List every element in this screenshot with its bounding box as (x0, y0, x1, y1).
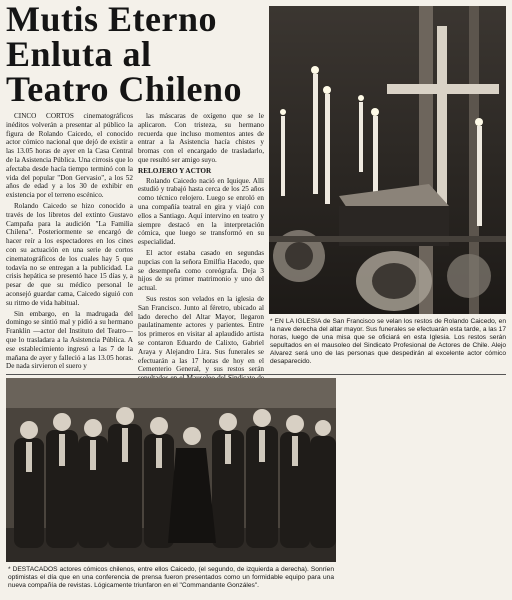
actors-photo-caption: * DESTACADOS actores cómicos chilenos, entre ellos Caicedo, (el segundo, de izquierda a derecha). Sonríen optimistas el día que en una conferencia de prensa fueron presentados como un formidable equipo para una nueva compañía de revistas. Lógicamente triunfaron en el "Commandante Gonzáles". (8, 566, 334, 589)
paragraph: Rolando Caicedo se hizo conocido a través de los libretos del extinto Gustavo Campaña para la audición "La Familia Chilena". Posteriormente se encargó de hacer reír a los espectadores en los cines con su actuación en una serie de cortos cinematográficos de los cuales hay 5 que todavía no se entregan a la publicidad. La crisis hepática se presentó hace 15 días y, a pesar de que su médico personal le aconsejó guardar cama, Caicedo siguió con su ritmo de vida habitual. (6, 201, 133, 307)
headline-line-2: Enluta al (6, 34, 152, 74)
headline-line-3: Teatro Chileno (6, 69, 243, 109)
headline (6, 2, 264, 107)
article-column-1 (6, 112, 133, 374)
subheading: RELOJERO Y ACTOR (138, 166, 212, 175)
actors-photo-image (6, 378, 336, 562)
headline-line-1: Mutis Eterno (6, 0, 217, 39)
paragraph: Sus restos son velados en la iglesia de San Francisco. Junto al féretro, ubicado al lado derecho del Altar Mayor, llegaron paulatinamente actores y parientes. Entre los primeros en visitar al aplaudido artista se contaron Eduardo de Calixto, Gabriel Araya y Alejandro Lira. Sus funerales se efectuarán a las 17 horas de hoy en el Cementerio General, y sus restos serán (138, 294, 264, 374)
paragraph: Rolando Caicedo nació en Iquique. Allí estudió y trabajó hasta cerca de los 25 años como técnico relojero. Luego se enroló en una compañía teatral en gira y viajó con ellos a Santiago. Aquí intervino en teatro y siempre destacó en la interpretación cómica, que luego se transformó en su especialidad. (138, 176, 264, 247)
church-photo-caption: * EN LA IGLESIA de San Francisco se velan los restos de Rolando Caicedo, en la nave derecha del altar mayor. Sus funerales se efectuarán esta tarde, a las 17 horas, luego de una misa que se oficiará en esta Iglesia. Los restos serán sepultados en el mausoleo del Sindicato Profesional de Actores de Chile. Alejo Alvarez será uno de las personas que despedirán al excelente actor cómico desaparecido. (270, 318, 506, 365)
article-column-2 (138, 112, 264, 374)
actors-photo (6, 378, 336, 562)
divider (6, 374, 506, 375)
church-photo-image (269, 6, 506, 314)
paragraph: las máscaras de oxígeno que se le aplicaron. Con tristeza, su hermano recuerda que incluso momentos antes de entrar a la Asistencia hacía chistes y bromas con el encargado de trasladarlo, que resultó ser amigo suyo. (138, 112, 264, 164)
paragraph: CINCO CORTOS cinematográficos inéditos volverán a presentar al público la figura de Rolando Caicedo, el conocido actor cómico nacional que dejó de existir a las 13.05 horas de ayer en la Casa Central de la Asistencia Pública. Una cirrosis que lo afectaba desde hacía tiempo terminó con la vida del popular "Don Gervasio", a los 52 años de edad y a los 30 de exhibir en existencia por el terreno escénico. (6, 112, 133, 200)
church-photo (269, 6, 506, 314)
paragraph: El actor estaba casado en segundas nupcias con la señora Emilfia Hacedo, que se desempeña como coreógrafa. Deja 3 hijos de su primer matrimonio y uno del actual. (138, 248, 264, 293)
paragraph: Sin embargo, en la madrugada del domingo se sintió mal y pidió a su hermano Franklin —actor del Instituto del Teatro— que lo trasladara a la Asistencia Pública. A ese establecimiento ingresó a las 7 de la mañana de ayer y falleció a las 13.05 horas. De nada sirvieron el suero y (6, 309, 133, 371)
